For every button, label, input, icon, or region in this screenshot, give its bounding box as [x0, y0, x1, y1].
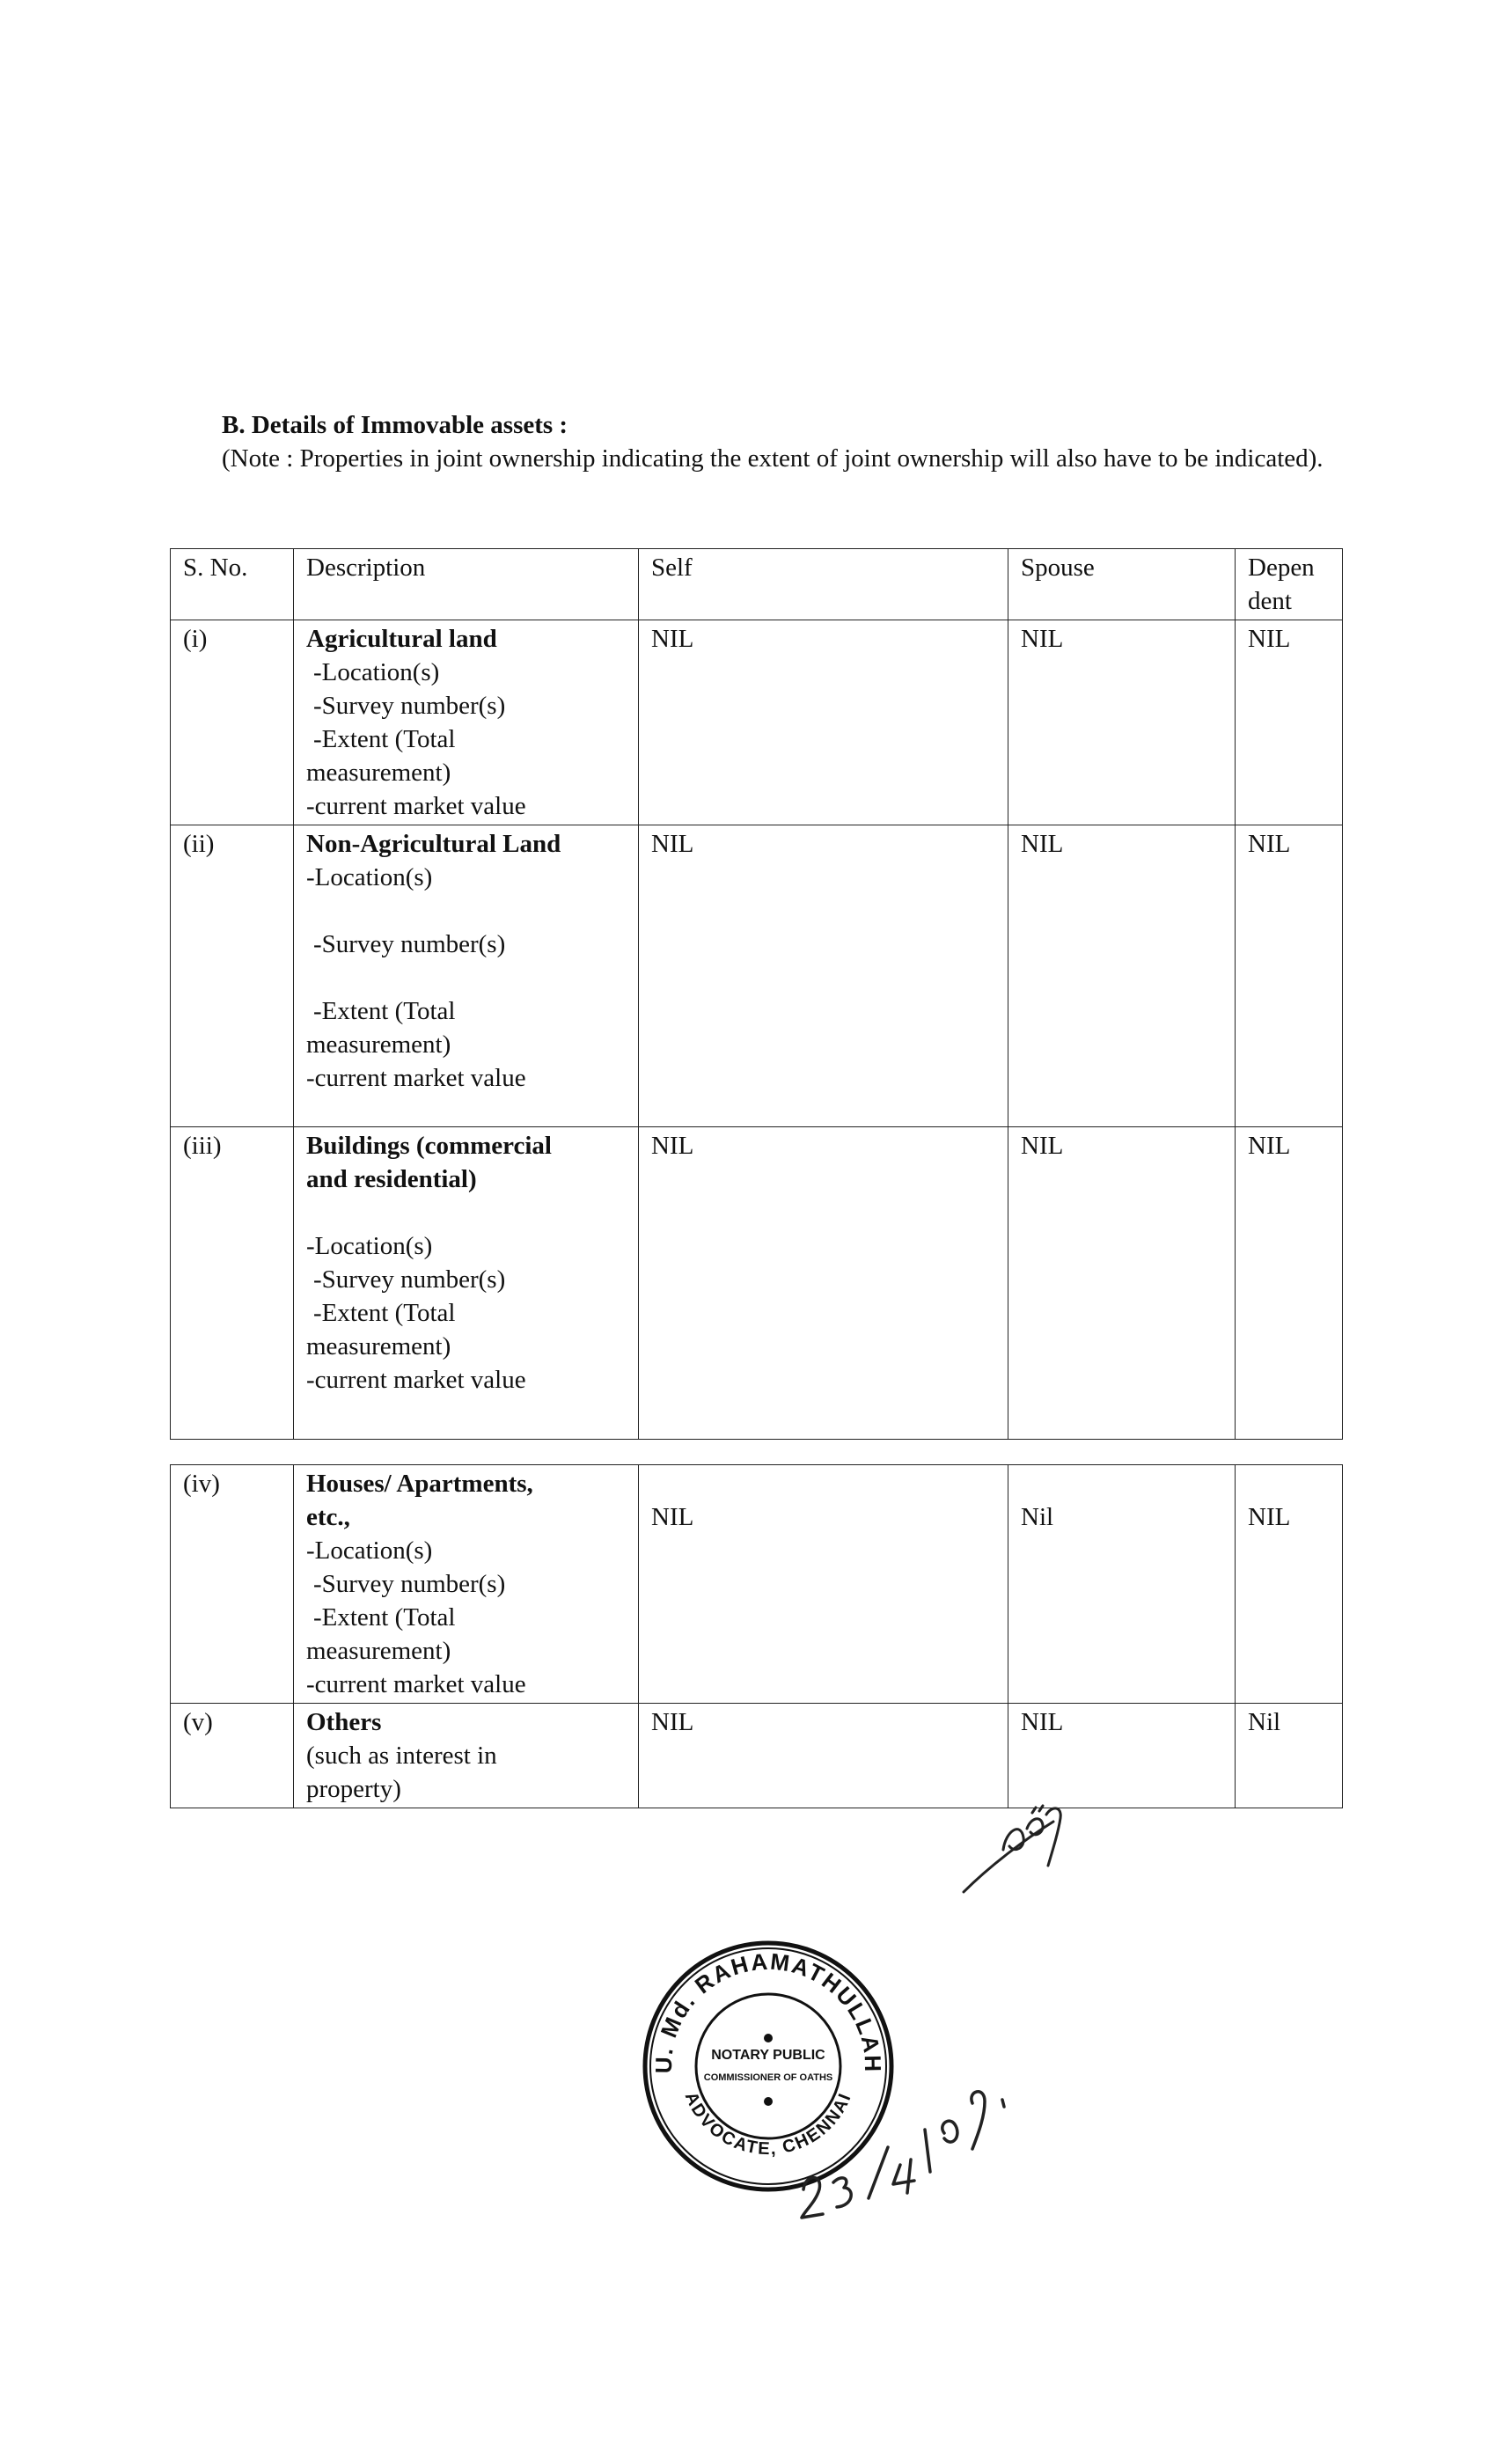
row-spouse: NIL — [1008, 825, 1236, 1127]
row-extent: -Extent (Total — [313, 1299, 456, 1327]
row-dependent: Nil — [1236, 1704, 1343, 1808]
immovable-assets-table-part-2 — [170, 1464, 1343, 1808]
row-description — [294, 1465, 639, 1704]
row-extent-cont: measurement) — [306, 1332, 451, 1360]
row-dependent — [1236, 1465, 1343, 1704]
row-sno: (v) — [171, 1704, 294, 1808]
seal-name-text: U. Md. RAHAMATHULLAH — [649, 1947, 887, 2074]
header-dependent-line2: dent — [1248, 587, 1292, 615]
header-self: Self — [639, 549, 1008, 620]
seal-center-line1: NOTARY PUBLIC — [711, 2048, 825, 2063]
row-self: NIL — [639, 620, 1008, 825]
spacer — [306, 961, 627, 994]
row-title: Others — [306, 1708, 382, 1736]
seal-center-line2: COMMISSIONER OF OATHS — [703, 2072, 833, 2083]
header-description: Description — [294, 549, 639, 620]
row-survey: -Survey number(s) — [313, 1570, 506, 1598]
row-market-value: -current market value — [306, 1366, 526, 1394]
row-market-value: -current market value — [306, 1670, 526, 1698]
row-spouse: NIL — [1008, 620, 1236, 825]
row-sno: (iii) — [171, 1127, 294, 1440]
row-survey: -Survey number(s) — [313, 1265, 506, 1294]
row-title: Houses/ Apartments, — [306, 1470, 533, 1498]
handwritten-signature — [955, 1795, 1096, 1901]
row-self: NIL — [639, 1704, 1008, 1808]
header-dependent — [1236, 549, 1343, 620]
row-location: -Location(s) — [313, 658, 440, 686]
row-dependent: NIL — [1236, 620, 1343, 825]
section-heading — [222, 408, 1366, 475]
row-subtitle-cont: property) — [306, 1775, 401, 1803]
row-description — [294, 1127, 639, 1440]
row-title: Buildings (commercial — [306, 1132, 552, 1160]
row-sno: (ii) — [171, 825, 294, 1127]
header-sno: S. No. — [171, 549, 294, 620]
row-title: Non-Agricultural Land — [306, 830, 561, 858]
row-description — [294, 825, 639, 1127]
row-spouse — [1008, 1465, 1236, 1704]
spacer — [306, 1196, 627, 1229]
spacer — [1021, 1467, 1224, 1500]
row-extent-cont: measurement) — [306, 1030, 451, 1059]
header-dependent-line1: Depen — [1248, 554, 1315, 582]
row-self: NIL — [639, 825, 1008, 1127]
row-market-value: -current market value — [306, 792, 526, 820]
table-header-row — [171, 549, 1343, 620]
row-survey: -Survey number(s) — [313, 692, 506, 720]
section-note: (Note : Properties in joint ownership indicating the extent of joint ownership will also have to be indicated). — [222, 444, 1324, 473]
row-subtitle: (such as interest in — [306, 1742, 497, 1770]
table-row-non-agricultural-land — [171, 825, 1343, 1127]
row-extent: -Extent (Total — [313, 725, 456, 753]
row-location: -Location(s) — [306, 1536, 433, 1565]
row-location: -Location(s) — [306, 863, 433, 891]
row-title-cont: etc., — [306, 1503, 350, 1531]
spacer — [1248, 1467, 1331, 1500]
table-row-buildings — [171, 1127, 1343, 1440]
row-spouse: NIL — [1008, 1704, 1236, 1808]
row-extent-cont: measurement) — [306, 1637, 451, 1665]
row-title-cont: and residential) — [306, 1165, 477, 1193]
spacer — [651, 1467, 997, 1500]
row-extent: -Extent (Total — [313, 1603, 456, 1632]
row-sno: (i) — [171, 620, 294, 825]
row-self: NIL — [639, 1127, 1008, 1440]
table-row-agricultural-land — [171, 620, 1343, 825]
row-survey: -Survey number(s) — [313, 930, 506, 958]
table-row-others — [171, 1704, 1343, 1808]
row-title: Agricultural land — [306, 625, 497, 653]
table-row-houses-apartments — [171, 1465, 1343, 1704]
row-description — [294, 1704, 639, 1808]
row-description — [294, 620, 639, 825]
row-self-value: NIL — [651, 1503, 694, 1531]
row-location: -Location(s) — [306, 1232, 433, 1260]
seal-bottom-text: ADVOCATE, CHENNAI — [680, 2089, 856, 2160]
row-extent-cont: measurement) — [306, 759, 451, 787]
row-dependent: NIL — [1236, 1127, 1343, 1440]
header-spouse: Spouse — [1008, 549, 1236, 620]
row-spouse: NIL — [1008, 1127, 1236, 1440]
row-dependent-value: NIL — [1248, 1503, 1291, 1531]
row-dependent: NIL — [1236, 825, 1343, 1127]
section-title: B. Details of Immovable assets : — [222, 411, 568, 439]
row-extent: -Extent (Total — [313, 997, 456, 1025]
row-self — [639, 1465, 1008, 1704]
immovable-assets-table-part-1 — [170, 548, 1343, 1440]
handwritten-date — [796, 2050, 1025, 2226]
row-market-value: -current market value — [306, 1064, 526, 1092]
row-spouse-value: Nil — [1021, 1503, 1054, 1531]
row-sno: (iv) — [171, 1465, 294, 1704]
spacer — [306, 894, 627, 928]
